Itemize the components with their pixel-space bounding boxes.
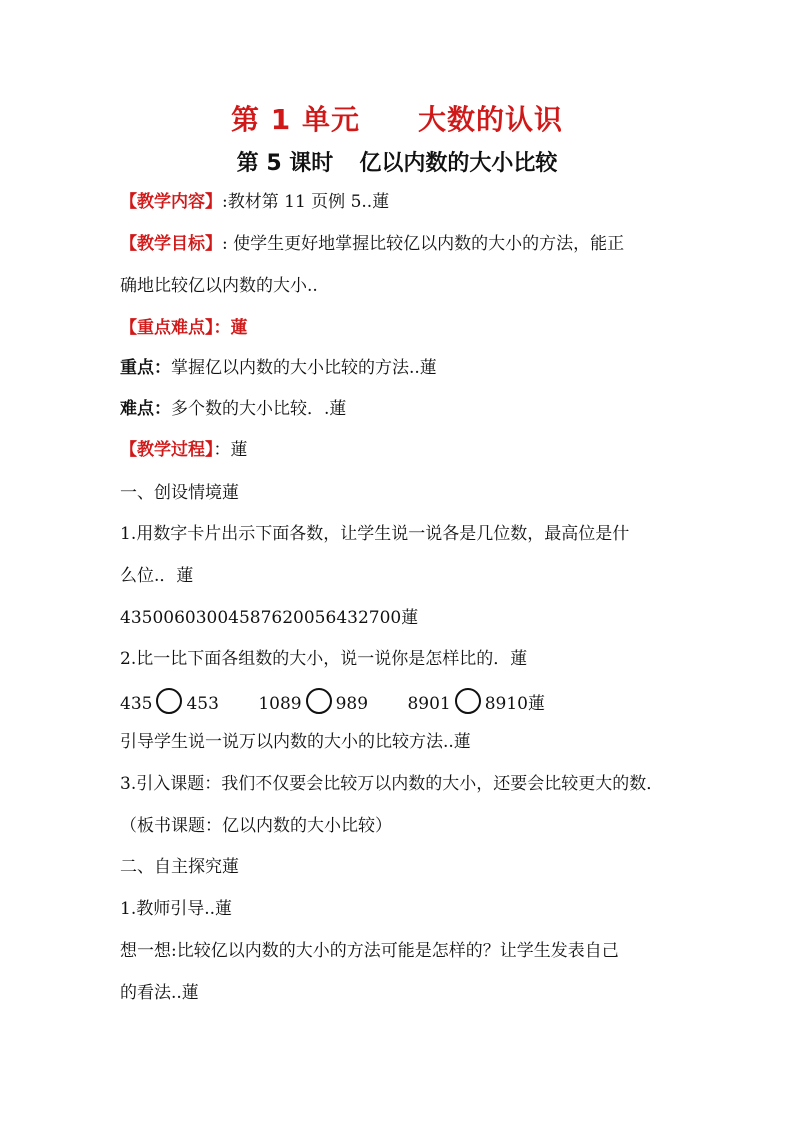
lesson-subtitle [0,146,794,177]
section-2-heading: 二、自主探究蓮 [120,857,239,877]
title-unit: 第 1 单元 [231,103,360,136]
title-topic: 大数的认识 [417,103,563,136]
key-point-text: 掌握亿以内数的大小比较的方法..蓮 [171,358,437,378]
teaching-content-text: :教材第 11 页例 5..蓮 [222,192,390,212]
blank-circle-icon [455,688,481,714]
comparison-left-2: 1089 [258,694,302,714]
comparison-left-3: 8901 [407,694,451,714]
step-3-line-2: （板书课题：亿以内数的大小比较） [120,816,392,836]
think-line-1: 想一想:比较亿以内数的大小的方法可能是怎样的？让学生发表自己 [120,941,619,961]
process-suffix: ：蓮 [213,440,248,460]
step-2-line: 2.比一比下面各组数的大小，说一说你是怎样比的．蓮 [120,649,528,669]
difficulty-text: 多个数的大小比较．.蓮 [171,399,347,419]
key-points-heading [120,316,680,340]
teaching-goal-line-1 [120,232,680,256]
key-point-line [120,356,680,380]
comparison-left-1: 435 [120,694,153,714]
step-1-line-1: 1.用数字卡片出示下面各数，让学生说一说各是几位数，最高位是什 [120,524,630,544]
number-cards: 43500603004587620056432700蓮 [120,608,419,628]
process-heading [120,438,680,462]
blank-circle-icon [156,688,182,714]
blank-circle-icon [306,688,332,714]
subtitle-lesson: 第 5 课时 [236,151,334,176]
difficulty-label: 难点： [120,399,171,419]
comparison-right-2: 989 [335,694,369,714]
section-1-heading: 一、创设情境蓮 [120,483,239,503]
comparison-pair-1 [120,688,219,716]
comparison-pair-2 [258,688,368,716]
step-4-line: 1.教师引导..蓮 [120,899,233,919]
teaching-goal-text-2: 确地比较亿以内数的大小.. [120,276,318,296]
key-points-label: 【重点难点】 [120,318,214,338]
teaching-goal-text-1: : 使学生更好地掌握比较亿以内数的大小的方法，能正 [222,234,625,254]
guide-line: 引导学生说一说万以内数的大小的比较方法..蓮 [120,732,471,752]
teaching-content-label: 【教学内容】 [120,192,222,212]
process-label: 【教学过程】 [120,440,214,460]
teaching-goal-label: 【教学目标】 [120,234,222,254]
comparison-pair-3 [407,688,545,716]
difficulty-line [120,397,680,421]
comparison-right-1: 453 [186,694,219,714]
think-line-2: 的看法..蓮 [120,983,199,1003]
key-point-label: 重点： [120,358,171,378]
teaching-content-line [120,190,680,214]
step-1-line-2: 么位.．蓮 [120,566,194,586]
comparison-right-3: 8910蓮 [484,694,545,714]
teaching-goal-line-2 [120,274,680,298]
step-3-line-1: 3.引入课题：我们不仅要会比较万以内数的大小，还要会比较更大的数． [120,774,664,794]
page-title [0,98,794,138]
key-points-suffix: ：蓮 [213,318,248,338]
subtitle-topic: 亿以内数的大小比较 [359,151,558,176]
comparison-row [120,688,680,716]
